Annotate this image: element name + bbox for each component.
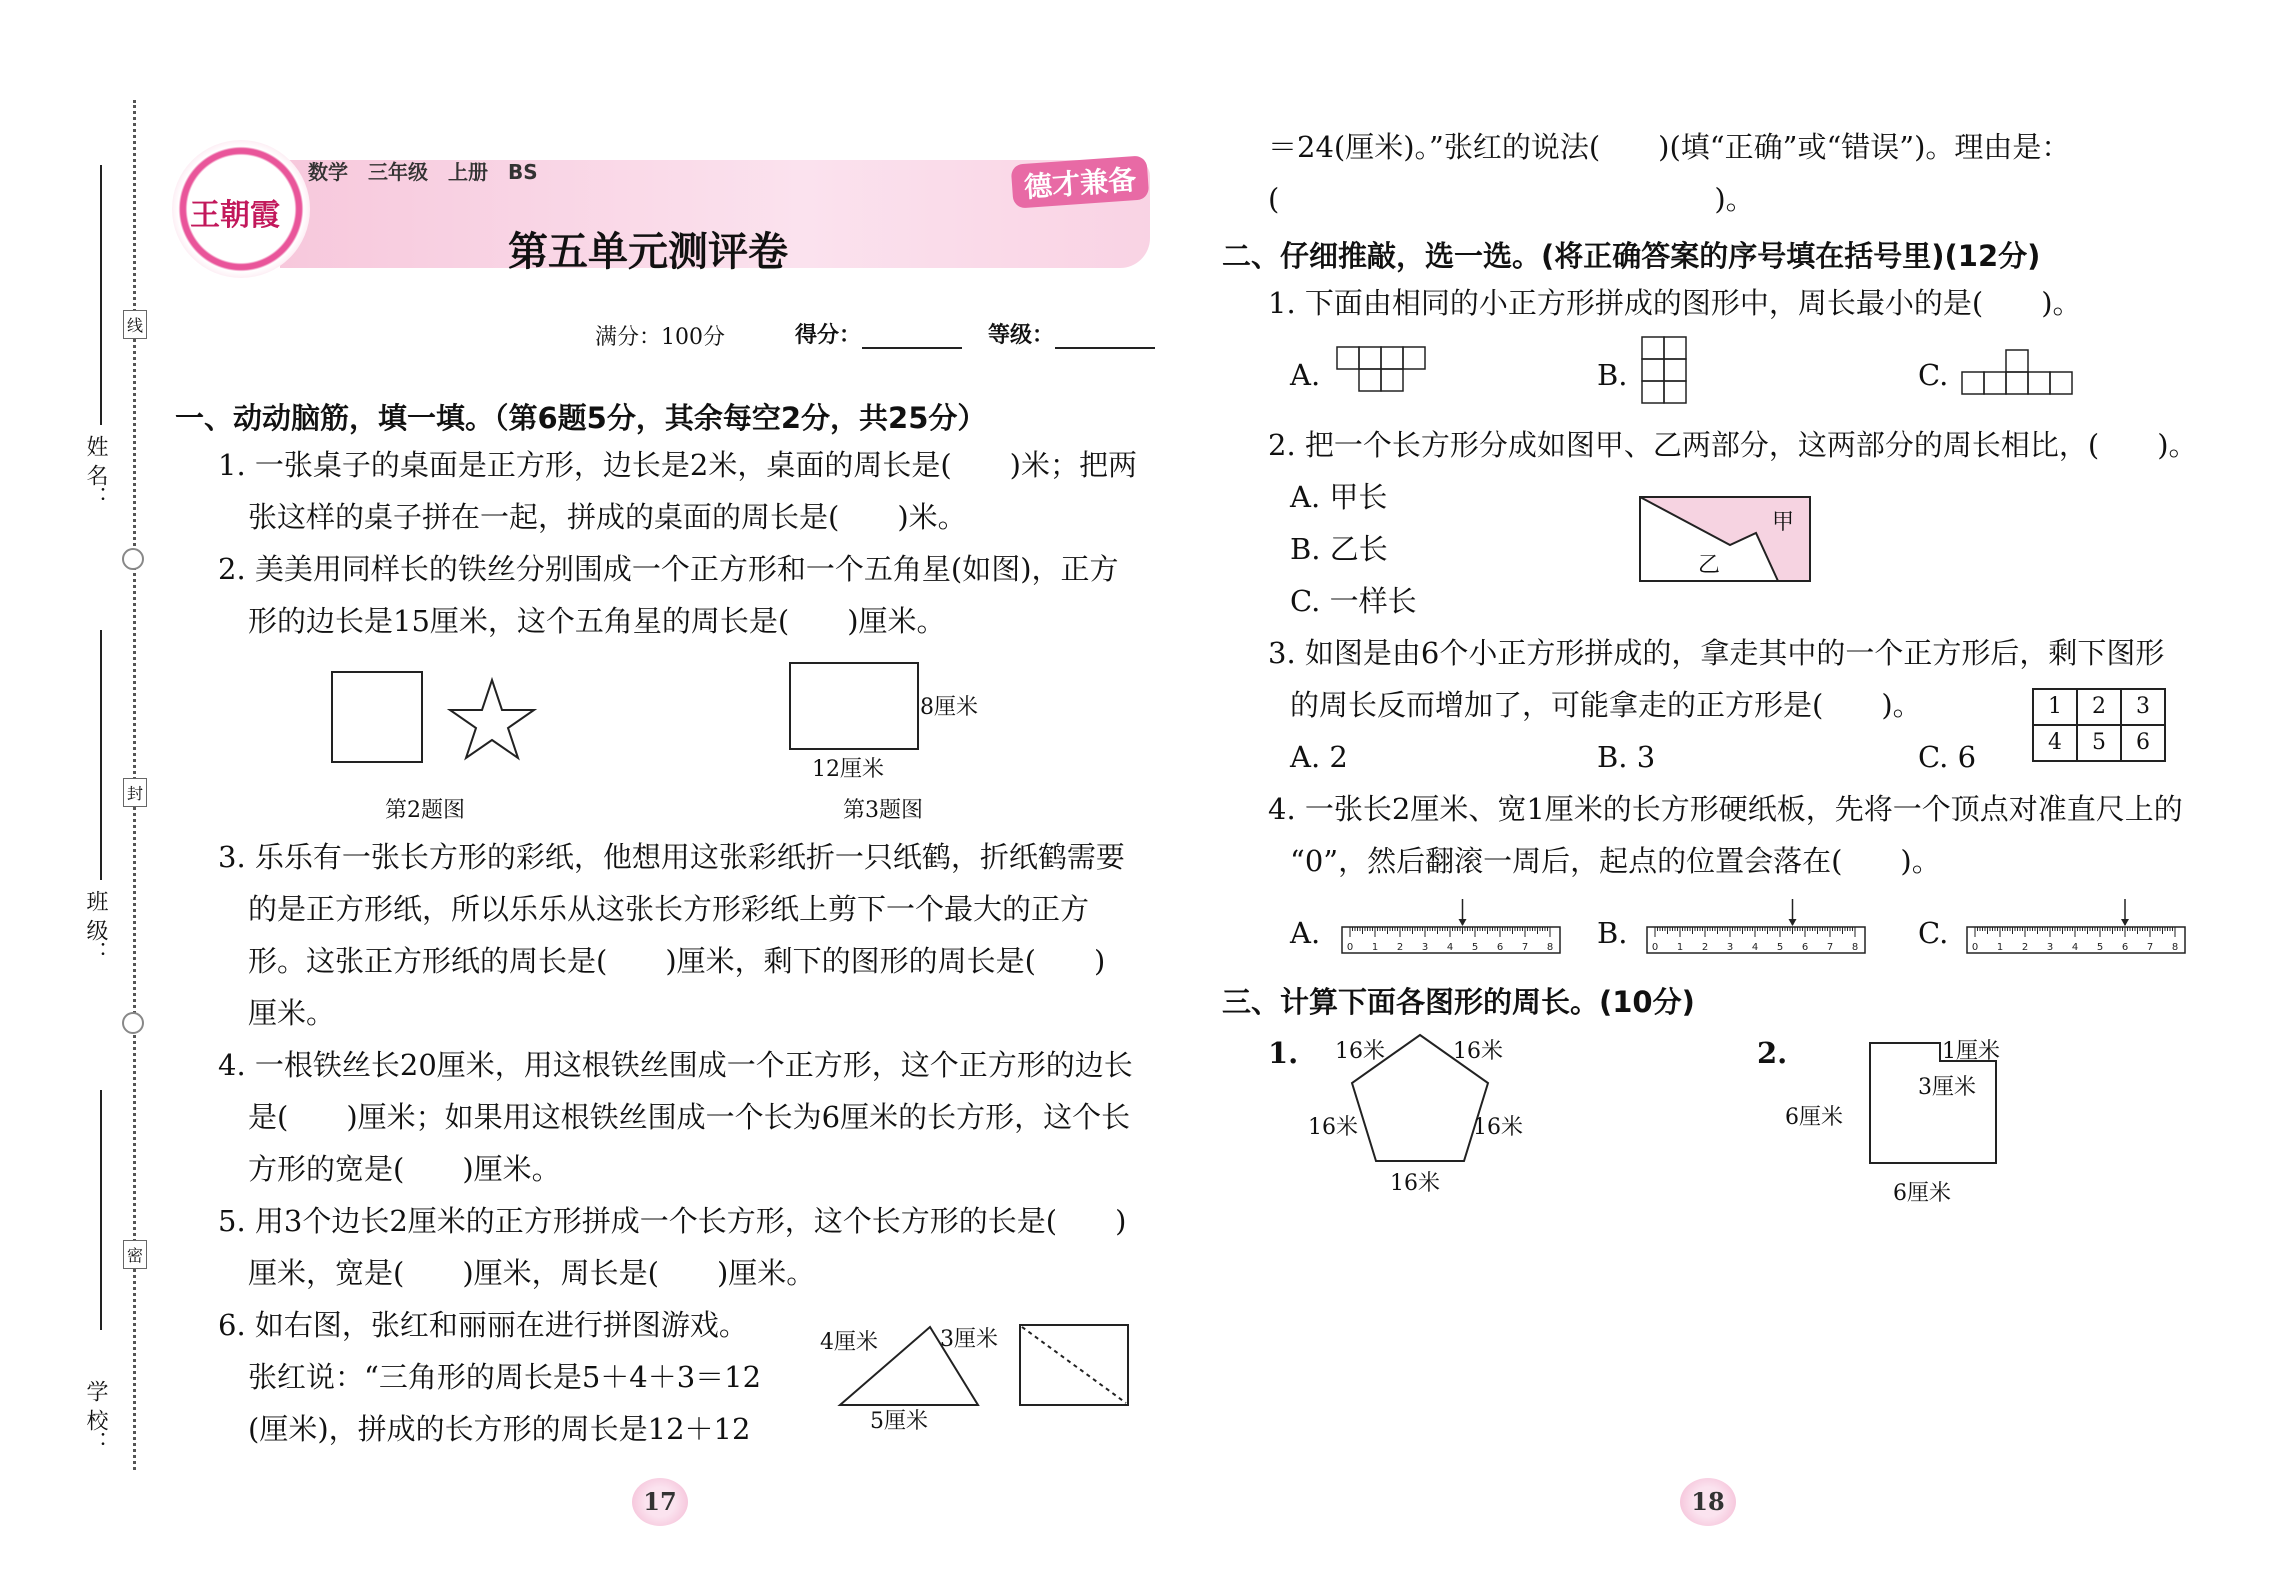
ruler-tick-label: 1 <box>1676 942 1684 953</box>
pent-side-top-left: 16米 <box>1335 1039 1385 1064</box>
ruler-tick-label: 2 <box>2021 942 2029 953</box>
page-number-18: 18 <box>1680 1478 1736 1526</box>
fig3-height-label: 8厘米 <box>920 695 978 720</box>
s2q3-option-c: C. 6 <box>1918 740 1977 774</box>
q4-line2: 是( )厘米；如果用这根铁丝围成一个长为6厘米的长方形，这个长 <box>248 1100 1131 1134</box>
q3-line3: 形。这张正方形纸的周长是( )厘米，剩下的图形的周长是( ) <box>248 944 1106 978</box>
shape2-left-label: 6厘米 <box>1785 1105 1843 1130</box>
grade-label: 等级： <box>988 323 1055 348</box>
ruler-tick-label: 3 <box>1726 942 1734 953</box>
ruler-arrow-head <box>1789 919 1797 926</box>
s2q4-option-a: A. <box>1290 916 1321 950</box>
fig2-caption: 第2题图 <box>385 798 465 823</box>
fig3-rectangle <box>790 663 918 749</box>
section3-heading: 三、计算下面各图形的周长。(10分) <box>1222 985 1695 1019</box>
s3-item2-number: 2. <box>1757 1036 1788 1070</box>
s2q1-option-b: B. <box>1597 358 1628 392</box>
s2q3-line2: 的周长反而增加了，可能拿走的正方形是( )。 <box>1290 688 1922 722</box>
ruler-tick-label: 4 <box>2071 942 2079 953</box>
s2q3-grid <box>2032 688 2166 762</box>
score-blank[interactable] <box>862 347 962 349</box>
q1-line2: 张这样的桌子拼在一起，拼成的桌面的周长是( )米。 <box>248 500 967 534</box>
pent-side-bottom: 16米 <box>1390 1171 1440 1196</box>
ruler-tick-label: 7 <box>1521 942 1529 953</box>
q6-line5: ( )。 <box>1268 182 1755 216</box>
s2q3-option-a: A. 2 <box>1290 740 1348 774</box>
seal-mark-mi: 密 <box>123 1240 147 1269</box>
seal-mark-xian: 线 <box>123 310 147 339</box>
fig3-caption: 第3题图 <box>843 798 923 823</box>
s2q2-line: 2. 把一个长方形分成如图甲、乙两部分，这两部分的周长相比，( )。 <box>1268 428 2198 462</box>
q6-line3: (厘米)，拼成的长方形的周长是12＋12 <box>248 1412 751 1446</box>
jia-label: 甲 <box>1772 510 1795 535</box>
yi-label: 乙 <box>1698 553 1721 578</box>
pent-side-left: 16米 <box>1308 1115 1358 1140</box>
s2q1-shape-b <box>1640 335 1690 410</box>
q3-line1: 3. 乐乐有一张长方形的彩纸，他想用这张彩纸折一只纸鹤，折纸鹤需要 <box>218 840 1125 874</box>
ruler-tick-label: 0 <box>1971 942 1979 953</box>
seal-mark-feng: 封 <box>123 778 147 807</box>
ruler-a <box>1340 895 1565 965</box>
s2q2-option-c: C. 一样长 <box>1290 584 1417 618</box>
grid-cell: 6 <box>2122 726 2166 762</box>
ruler-tick-label: 2 <box>1396 942 1404 953</box>
s2q1-line: 1. 下面由相同的小正方形拼成的图形中，周长最小的是( )。 <box>1268 286 2082 320</box>
s2q1-shape-c <box>1960 348 2080 398</box>
ruler-c <box>1965 895 2190 965</box>
ruler-tick-label: 8 <box>1546 942 1554 953</box>
grid-cell: 1 <box>2034 690 2078 726</box>
ruler-tick-label: 3 <box>2046 942 2054 953</box>
school-label: 学 校： <box>83 1380 108 1453</box>
shape2-bottom-label: 6厘米 <box>1893 1181 1951 1206</box>
course-info: 数学 三年级 上册 BS <box>308 160 538 184</box>
full-score: 满分：100分 <box>595 325 725 350</box>
s2q1-option-c: C. <box>1918 358 1949 392</box>
ruler-tick-label: 1 <box>1371 942 1379 953</box>
ruler-tick-label: 1 <box>1996 942 2004 953</box>
fig2-star <box>450 680 534 758</box>
ruler-tick-label: 0 <box>1346 942 1354 953</box>
ruler-tick-label: 6 <box>1801 942 1809 953</box>
score-label: 得分： <box>795 323 862 348</box>
binding-hole-2 <box>122 1012 144 1034</box>
fig2-figure <box>320 660 550 770</box>
grid-cell: 5 <box>2078 726 2122 762</box>
class-label: 班 级： <box>83 890 108 963</box>
tri-side-c: 5厘米 <box>870 1409 928 1434</box>
ruler-tick-label: 6 <box>2121 942 2129 953</box>
school-underline <box>100 1090 102 1330</box>
ruler-tick-label: 7 <box>2146 942 2154 953</box>
s2q2-option-a: A. 甲长 <box>1290 480 1388 514</box>
name-label: 姓 名： <box>83 435 108 508</box>
s2q4-line2: “0”，然后翻滚一周后，起点的位置会落在( )。 <box>1290 844 1941 878</box>
q5-line1: 5. 用3个边长2厘米的正方形拼成一个长方形，这个长方形的长是( ) <box>218 1204 1127 1238</box>
pent-side-right: 16米 <box>1473 1115 1523 1140</box>
q4-line1: 4. 一根铁丝长20厘米，用这根铁丝围成一个正方形，这个正方形的边长 <box>218 1048 1133 1082</box>
s2q4-option-c: C. <box>1918 916 1949 950</box>
brand-name: 王朝霞 <box>190 198 280 233</box>
ruler-tick-label: 4 <box>1446 942 1454 953</box>
q5-line2: 厘米，宽是( )厘米，周长是( )厘米。 <box>248 1256 816 1290</box>
page-title: 第五单元测评卷 <box>508 229 788 275</box>
q1-line1: 1. 一张桌子的桌面是正方形，边长是2米，桌面的周长是( )米；把两 <box>218 448 1137 482</box>
ruler-tick-label: 8 <box>2171 942 2179 953</box>
ruler-b <box>1645 895 1870 965</box>
q6-rectangle-diagonal <box>1022 1327 1126 1403</box>
ruler-tick-label: 4 <box>1751 942 1759 953</box>
binding-hole-1 <box>122 548 144 570</box>
q6-line2: 张红说：“三角形的周长是5＋4＋3＝12 <box>248 1360 762 1394</box>
ruler-tick-label: 0 <box>1651 942 1659 953</box>
class-underline <box>100 630 102 880</box>
ruler-arrow-head <box>2121 919 2129 926</box>
s2q1-shape-a <box>1335 345 1445 395</box>
motto-badge: 德才兼备 <box>1011 155 1150 208</box>
ruler-tick-label: 8 <box>1851 942 1859 953</box>
tri-side-b: 3厘米 <box>940 1327 998 1352</box>
ruler-tick-label: 5 <box>1471 942 1479 953</box>
s2q1-option-a: A. <box>1290 358 1321 392</box>
ruler-tick-label: 3 <box>1421 942 1429 953</box>
q2-line2: 形的边长是15厘米，这个五角星的周长是( )厘米。 <box>248 604 946 638</box>
grade-blank[interactable] <box>1055 347 1155 349</box>
grid-cell: 2 <box>2078 690 2122 726</box>
tri-side-a: 4厘米 <box>820 1330 878 1355</box>
fig3-width-label: 12厘米 <box>812 757 884 782</box>
s3-item1-number: 1. <box>1268 1036 1299 1070</box>
s2q2-option-b: B. 乙长 <box>1290 532 1388 566</box>
q6-line4: ＝24(厘米)。”张红的说法( )(填“正确”或“错误”)。理由是： <box>1268 130 2071 164</box>
ruler-arrow-head <box>1459 919 1467 926</box>
s2q3-line1: 3. 如图是由6个小正方形拼成的，拿走其中的一个正方形后，剩下图形 <box>1268 636 2165 670</box>
name-underline <box>100 165 102 425</box>
s2q4-line1: 4. 一张长2厘米、宽1厘米的长方形硬纸板，先将一个顶点对准直尺上的 <box>1268 792 2183 826</box>
q6-line1: 6. 如右图，张红和丽丽在进行拼图游戏。 <box>218 1308 748 1342</box>
shape2-top-label: 1厘米 <box>1942 1039 2000 1064</box>
ruler-tick-label: 6 <box>1496 942 1504 953</box>
shape2-inner-label: 3厘米 <box>1918 1075 1976 1100</box>
grid-cell: 4 <box>2034 726 2078 762</box>
q4-line3: 方形的宽是( )厘米。 <box>248 1152 561 1186</box>
ruler-tick-label: 7 <box>1826 942 1834 953</box>
ruler-tick-label: 2 <box>1701 942 1709 953</box>
pent-side-top-right: 16米 <box>1453 1039 1503 1064</box>
fig2-square <box>332 672 422 762</box>
section2-heading: 二、仔细推敲，选一选。(将正确答案的序号填在括号里)(12分) <box>1222 239 2041 273</box>
grid-cell: 3 <box>2122 690 2166 726</box>
ruler-tick-label: 5 <box>2096 942 2104 953</box>
fig3-figure <box>780 655 920 755</box>
section1-heading: 一、动动脑筋，填一填。（第6题5分，其余每空2分，共25分） <box>175 401 987 435</box>
q3-line4: 厘米。 <box>248 996 336 1030</box>
q2-line1: 2. 美美用同样长的铁丝分别围成一个正方形和一个五角星(如图)，正方 <box>218 552 1119 586</box>
s2q3-option-b: B. 3 <box>1597 740 1656 774</box>
ruler-tick-label: 5 <box>1776 942 1784 953</box>
page-number-17: 17 <box>632 1478 688 1526</box>
s2q4-option-b: B. <box>1597 916 1628 950</box>
q3-line2: 的是正方形纸，所以乐乐从这张长方形彩纸上剪下一个最大的正方 <box>248 892 1090 926</box>
